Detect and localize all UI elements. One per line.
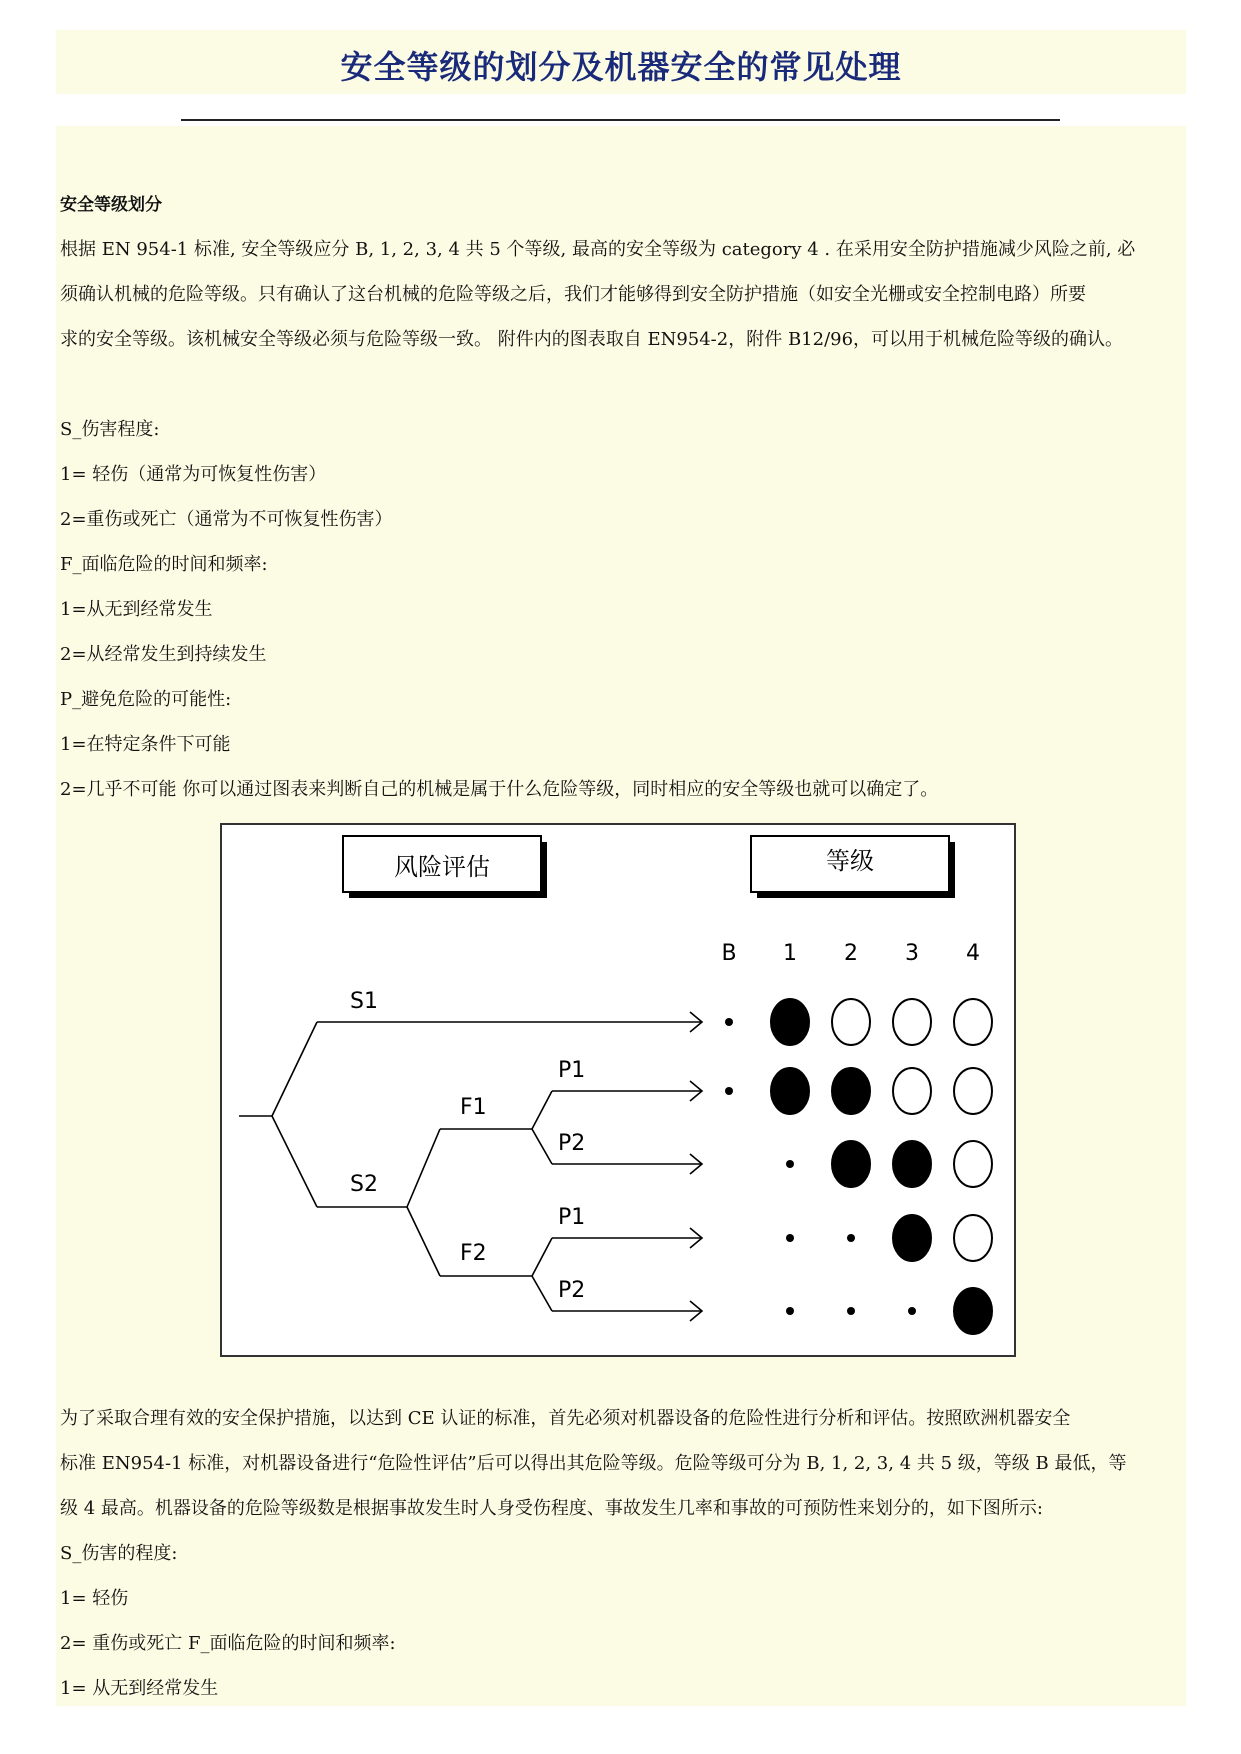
paragraph-line: 须确认机械的危险等级。只有确认了这台机械的危险等级之后，我们才能够得到安全防护措施（如安全光栅或安全控制电路）所要 bbox=[60, 284, 1086, 305]
branch-label-p2: P2 bbox=[558, 1278, 586, 1303]
category-dot bbox=[786, 1234, 794, 1242]
title-band bbox=[56, 30, 1186, 94]
branch-label-s1: S1 bbox=[350, 989, 378, 1014]
risk-graph bbox=[222, 825, 1014, 1355]
category-filled-circle bbox=[832, 1141, 870, 1187]
category-open-circle bbox=[893, 999, 931, 1045]
definition-line: 1= 轻伤（通常为可恢复性伤害） bbox=[60, 464, 327, 485]
category-open-circle bbox=[893, 1068, 931, 1114]
definition-line: 2=几乎不可能 你可以通过图表来判断自己的机械是属于什么危险等级，同时相应的安全等级也就可以确定了。 bbox=[60, 779, 939, 800]
category-headers bbox=[721, 941, 980, 966]
paragraph-line: 根据 EN 954-1 标准, 安全等级应分 B, 1, 2, 3, 4 共 5 个等级, 最高的安全等级为 category 4 . 在采用安全防护措施减少风险之前, 必 bbox=[60, 239, 1136, 260]
section-heading: 安全等级划分 bbox=[60, 195, 162, 215]
definition-line: P_避免危险的可能性: bbox=[60, 689, 232, 710]
category-dot bbox=[847, 1234, 855, 1242]
category-filled-circle bbox=[893, 1215, 931, 1261]
category-dot bbox=[725, 1087, 733, 1095]
paragraph-line: 求的安全等级。该机械安全等级必须与危险等级一致。 附件内的图表取自 EN954-2，附件 B12/96，可以用于机械危险等级的确认。 bbox=[60, 329, 1124, 350]
risk-assessment-figure bbox=[220, 823, 1016, 1357]
category-dot bbox=[786, 1160, 794, 1168]
definition-line: S_伤害的程度: bbox=[60, 1543, 178, 1564]
definition-line: 2=从经常发生到持续发生 bbox=[60, 644, 267, 665]
category-header: 3 bbox=[905, 941, 919, 966]
category-header: B bbox=[721, 941, 737, 966]
category-dot bbox=[786, 1307, 794, 1315]
paragraph-line: 级 4 最高。机器设备的危险等级数是根据事故发生时人身受伤程度、事故发生几率和事故的可预防性来划分的，如下图所示: bbox=[60, 1498, 1043, 1519]
definition-line: 2=重伤或死亡（通常为不可恢复性伤害） bbox=[60, 509, 393, 530]
category-filled-circle bbox=[893, 1141, 931, 1187]
risk-box-label: 风险评估 bbox=[394, 853, 490, 881]
branch-label-p2: P2 bbox=[558, 1131, 586, 1156]
category-filled-circle bbox=[954, 1288, 992, 1334]
definition-line: 2= 重伤或死亡 F_面临危险的时间和频率: bbox=[60, 1633, 396, 1654]
category-dot bbox=[908, 1307, 916, 1315]
page-title: 安全等级的划分及机器安全的常见处理 bbox=[340, 48, 902, 86]
definition-line: 1=从无到经常发生 bbox=[60, 599, 213, 620]
branch-label-f2: F2 bbox=[460, 1241, 487, 1266]
category-filled-circle bbox=[832, 1068, 870, 1114]
category-dot bbox=[725, 1018, 733, 1026]
definition-line: S_伤害程度: bbox=[60, 419, 160, 440]
category-header: 1 bbox=[783, 941, 797, 966]
branch-label-p1: P1 bbox=[558, 1205, 586, 1230]
category-header: 2 bbox=[844, 941, 858, 966]
grade-box-label: 等级 bbox=[826, 847, 874, 875]
category-open-circle bbox=[954, 1141, 992, 1187]
category-open-circle bbox=[954, 999, 992, 1045]
paragraph-line: 为了采取合理有效的安全保护措施，以达到 CE 认证的标准，首先必须对机器设备的危险性进行分析和评估。按照欧洲机器安全 bbox=[60, 1408, 1071, 1429]
category-open-circle bbox=[832, 999, 870, 1045]
branch-label-s2: S2 bbox=[350, 1172, 378, 1197]
category-filled-circle bbox=[771, 1068, 809, 1114]
paragraph-line: 标准 EN954-1 标准，对机器设备进行“危险性评估”后可以得出其危险等级。危险等级可分为 B, 1, 2, 3, 4 共 5 级，等级 B 最低，等 bbox=[60, 1453, 1127, 1474]
category-dot bbox=[847, 1307, 855, 1315]
branch-label-f1: F1 bbox=[460, 1095, 487, 1120]
definition-line: 1=在特定条件下可能 bbox=[60, 734, 231, 755]
definition-line: 1= 轻伤 bbox=[60, 1588, 129, 1609]
definition-line: F_面临危险的时间和频率: bbox=[60, 554, 268, 575]
category-header: 4 bbox=[966, 941, 980, 966]
tree-lines bbox=[239, 1012, 702, 1321]
category-matrix bbox=[725, 999, 992, 1334]
category-open-circle bbox=[954, 1215, 992, 1261]
definition-line: 1= 从无到经常发生 bbox=[60, 1678, 219, 1699]
branch-label-p1: P1 bbox=[558, 1058, 586, 1083]
category-open-circle bbox=[954, 1068, 992, 1114]
title-divider bbox=[181, 119, 1060, 121]
category-filled-circle bbox=[771, 999, 809, 1045]
